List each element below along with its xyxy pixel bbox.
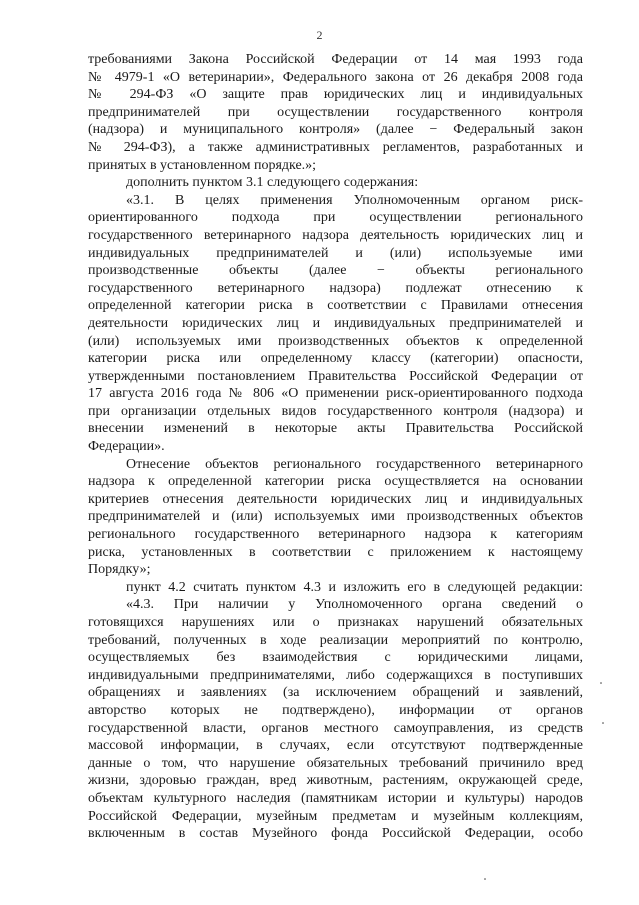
text-line: государственного ветеринарного надзора) подлежат отнесению к	[88, 280, 583, 296]
paragraph-first-line: пункт 4.2 считать пунктом 4.3 и изложить его в следующей редакции:	[126, 579, 583, 595]
text-line: авторство которых не подтверждено), информации от органов	[88, 702, 583, 718]
text-line: требованиями Закона Российской Федерации от 14 мая 1993 года	[88, 52, 583, 67]
text-line: надзора к определенной категории риска осуществляется на основании	[88, 474, 583, 490]
text-line: регионального государственного ветеринарного надзора к категориям	[88, 527, 583, 543]
scan-speck	[600, 682, 602, 684]
text-line: обращениях и заявлениях (за исключением обращений и заявлений,	[88, 685, 583, 701]
text-line: риска, установленных в соответствии с приложением к настоящему	[88, 544, 583, 560]
paragraph-first-line: дополнить пунктом 3.1 следующего содержания:	[126, 175, 419, 191]
text-line: 17 августа 2016 года № 806 «О применении риск-ориентированного подхода	[88, 386, 583, 402]
text-line: предпринимателей при осуществлении государственного контроля	[88, 104, 583, 120]
text-line: (надзора) и муниципального контроля» (далее − Федеральный закон	[88, 122, 583, 138]
text-line: данные о том, что нарушение обязательных требований причинило вред	[88, 755, 583, 771]
text-line: определенной категории риска в соответствии с Правилами отнесения	[88, 298, 583, 314]
text-line: предпринимателей и (или) используемых ими производственных объектов	[88, 509, 583, 525]
document-body	[88, 51, 583, 843]
text-line: деятельности юридических лиц и индивидуальных предпринимателей и	[88, 315, 583, 331]
text-line: требований, полученных в ходе реализации мероприятий по контролю,	[88, 632, 583, 648]
text-line: при организации отдельных видов государственного контроля (надзора) и	[88, 403, 583, 419]
scan-speck	[484, 878, 486, 880]
text-line: утвержденными постановлением Правительства Российской Федерации от	[88, 368, 583, 384]
text-line: готовящихся нарушениях или о признаках нарушений обязательных	[88, 615, 583, 630]
text-line: государственной власти, органов местного самоуправления, из средств	[88, 720, 583, 736]
text-line: объектам культурного наследия (памятникам истории и культуры) народов	[88, 790, 583, 806]
text-line: включенным в состав Музейного фонда Российской Федерации, особо	[88, 826, 583, 842]
text-line: ориентированного подхода при осуществлении регионального	[88, 210, 583, 226]
text-line: № 4979-1 «О ветеринарии», Федерального закона от 26 декабря 2008 года	[88, 69, 583, 85]
page-number: 2	[316, 28, 323, 42]
text-line: осуществляемых без взаимодействия с юридическими лицами,	[88, 650, 583, 666]
text-line: государственного ветеринарного надзора деятельность юридических лиц и	[88, 227, 583, 243]
scan-speck	[602, 722, 604, 724]
text-line: принятых в установленном порядке.»;	[88, 157, 317, 173]
text-line: Порядку»;	[88, 562, 151, 578]
text-line: № 294-ФЗ «О защите прав юридических лиц и индивидуальных	[88, 87, 583, 103]
text-line: Российской Федерации, музейным предметам и музейным коллекциям,	[88, 808, 583, 824]
text-line: жизни, здоровью граждан, вред животным, растениям, окружающей среде,	[88, 773, 583, 789]
text-line: категории риска или определенному классу (категории) опасности,	[88, 351, 583, 367]
paragraph-first-line: «3.1. В целях применения Уполномоченным органом риск-	[126, 192, 583, 208]
text-line: Федерации».	[88, 439, 165, 455]
text-line: индивидуальных предпринимателей и (или) используемые ими	[88, 245, 583, 261]
text-line: индивидуальными предпринимателями, либо содержащихся в поступивших	[88, 667, 583, 683]
text-line: внесении изменений в некоторые акты Правительства Российской	[88, 421, 583, 437]
paragraph-first-line: Отнесение объектов регионального государственного ветеринарного	[126, 456, 583, 472]
text-line: (или) используемых ими производственных объектов к определенной	[88, 333, 583, 349]
paragraph-first-line: «4.3. При наличии у Уполномоченного органа сведений о	[126, 597, 583, 613]
text-line: критериев отнесения деятельности юридических лиц и индивидуальных	[88, 491, 583, 507]
text-line: № 294-ФЗ), а также административных регламентов, разработанных и	[88, 139, 583, 155]
text-line: производственные объекты (далее − объекты регионального	[88, 263, 583, 279]
text-line: массовой информации, в случаях, если отсутствуют подтвержденные	[88, 738, 583, 754]
